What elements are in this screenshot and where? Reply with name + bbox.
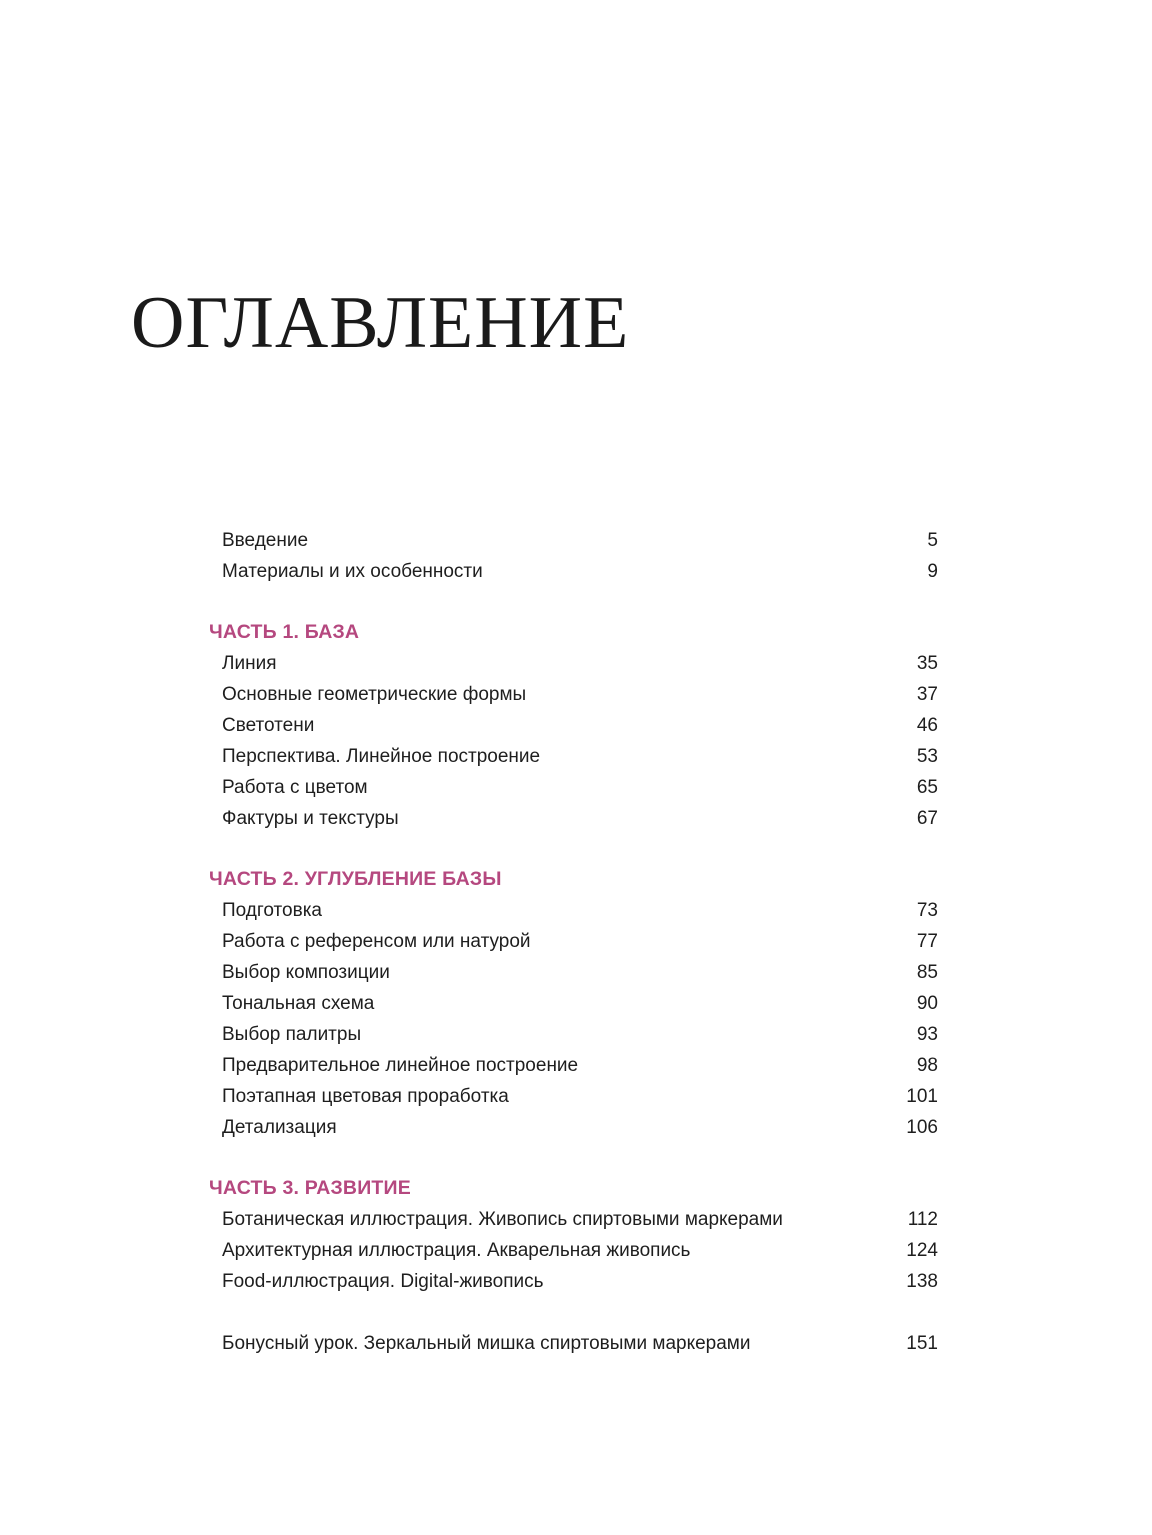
toc-entry-page-number: 98 <box>916 1055 938 1076</box>
toc-entry[interactable] <box>222 772 938 803</box>
toc-entry-title: Подготовка <box>222 900 323 921</box>
toc-entry-page-number: 9 <box>927 561 938 582</box>
toc-entry[interactable] <box>222 957 938 988</box>
toc-entry-bonus-lesson[interactable] <box>222 1328 938 1359</box>
toc-entry-page-number: 85 <box>916 962 938 983</box>
toc-entry-title: Светотени <box>222 715 315 736</box>
toc-entry[interactable] <box>222 926 938 957</box>
toc-entry[interactable] <box>222 710 938 741</box>
toc-entry-title: Основные геометрические формы <box>222 684 527 705</box>
toc-entry-title: Выбор композиции <box>222 962 390 983</box>
toc-entry-page-number: 138 <box>906 1271 938 1292</box>
toc-entry[interactable] <box>222 679 938 710</box>
toc-entry-title: Работа с референсом или натурой <box>222 931 531 952</box>
toc-entry-page-number: 151 <box>906 1333 938 1354</box>
toc-entry[interactable] <box>222 741 938 772</box>
toc-entry-title: Food-иллюстрация. Digital-живопись <box>222 1271 544 1292</box>
toc-entry-title: Бонусный урок. Зеркальный мишка спиртовыми маркерами <box>222 1333 751 1354</box>
page-title: ОГЛАВЛЕНИЕ <box>131 282 630 364</box>
toc-entry-page-number: 35 <box>916 653 938 674</box>
toc-entry-page-number: 37 <box>916 684 938 705</box>
toc-entry-title: Тональная схема <box>222 993 375 1014</box>
toc-entry-page-number: 93 <box>916 1024 938 1045</box>
toc-entry-title: Перспектива. Линейное построение <box>222 746 541 767</box>
toc-entry[interactable] <box>222 1081 938 1112</box>
toc-entry-materials[interactable] <box>222 556 938 587</box>
part-2-heading[interactable]: ЧАСТЬ 2. УГЛУБЛЕНИЕ БАЗЫ <box>209 868 502 890</box>
toc-entry-page-number: 53 <box>916 746 938 767</box>
toc-entry-title: Детализация <box>222 1117 337 1138</box>
toc-entry-title: Работа с цветом <box>222 777 368 798</box>
toc-entry[interactable] <box>222 1019 938 1050</box>
toc-entry-page-number: 46 <box>916 715 938 736</box>
toc-entry-page-number: 65 <box>916 777 938 798</box>
toc-entry-page-number: 90 <box>916 993 938 1014</box>
toc-entry[interactable] <box>222 648 938 679</box>
toc-entry-title: Введение <box>222 530 309 551</box>
toc-entry-title: Материалы и их особенности <box>222 561 483 582</box>
toc-entry-page-number: 101 <box>906 1086 938 1107</box>
toc-entry[interactable] <box>222 988 938 1019</box>
part-3-heading[interactable]: ЧАСТЬ 3. РАЗВИТИЕ <box>209 1177 411 1199</box>
toc-entry[interactable] <box>222 1235 938 1266</box>
toc-entry-page-number: 67 <box>916 808 938 829</box>
toc-entry[interactable] <box>222 803 938 834</box>
toc-entry-title: Линия <box>222 653 277 674</box>
part-1-heading[interactable]: ЧАСТЬ 1. БАЗА <box>209 621 360 643</box>
toc-entry[interactable] <box>222 1050 938 1081</box>
toc-entry-title: Поэтапная цветовая проработка <box>222 1086 509 1107</box>
toc-entry[interactable] <box>222 1112 938 1143</box>
toc-entry-title: Выбор палитры <box>222 1024 362 1045</box>
toc-entry-page-number: 73 <box>916 900 938 921</box>
toc-entry-page-number: 112 <box>907 1209 938 1230</box>
toc-entry-page-number: 77 <box>916 931 938 952</box>
toc-entry-title: Архитектурная иллюстрация. Акварельная живопись <box>222 1240 691 1261</box>
toc-entry-title: Фактуры и текстуры <box>222 808 399 829</box>
toc-entry[interactable] <box>222 1266 938 1297</box>
toc-entry-title: Предварительное линейное построение <box>222 1055 579 1076</box>
toc-entry[interactable] <box>222 895 938 926</box>
toc-entry-introduction[interactable] <box>222 525 938 556</box>
toc-entry-page-number: 106 <box>906 1117 938 1138</box>
toc-entry-title: Ботаническая иллюстрация. Живопись спиртовыми маркерами <box>222 1209 783 1230</box>
toc-entry-page-number: 124 <box>906 1240 938 1261</box>
toc-entry[interactable] <box>222 1204 938 1235</box>
toc-entry-page-number: 5 <box>927 530 938 551</box>
